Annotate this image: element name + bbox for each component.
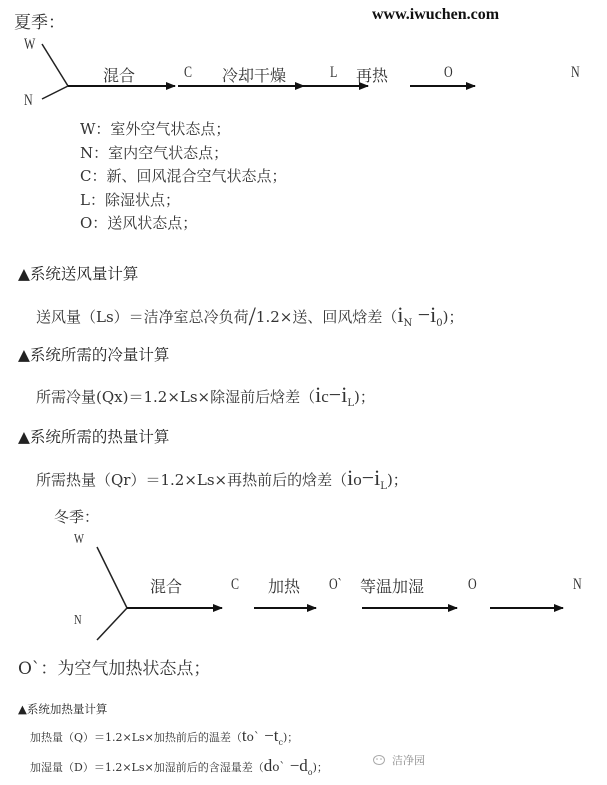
formula-reheat <box>36 465 408 492</box>
legend-n: N：室内空气状态点； <box>80 143 229 162</box>
sub-l: L <box>347 398 354 409</box>
var-i: i <box>430 302 437 327</box>
tail: )； <box>312 761 328 774</box>
point-o: O <box>444 64 453 81</box>
wechat-icon <box>372 754 386 766</box>
process-cool-dry: 冷却干燥 <box>222 66 287 85</box>
var-i: i <box>397 302 404 327</box>
formula-humidify <box>30 756 328 777</box>
minus: − <box>412 302 431 327</box>
formula-heating <box>30 726 298 747</box>
var-t: t <box>241 726 247 745</box>
formula-cooling <box>36 382 375 409</box>
tail: )； <box>442 308 464 326</box>
heading-reheat: ▲系统所需的热量计算 <box>18 428 170 446</box>
var-d: d <box>299 756 308 775</box>
formula-text: 送风量（Ls）＝洁净室总冷负荷 <box>36 308 249 326</box>
point-c: C <box>184 64 193 81</box>
tail: )； <box>282 731 299 744</box>
var-i: i <box>347 465 354 490</box>
slash: / <box>248 302 256 331</box>
site-watermark: www.iwuchen.com <box>372 6 500 23</box>
summer-legend <box>80 118 286 236</box>
point-n: N <box>24 92 33 109</box>
winter-point-n: N <box>74 613 82 628</box>
formula-supply-air <box>36 302 464 332</box>
minus: − <box>259 726 274 745</box>
minus: − <box>361 465 375 490</box>
winter-point-o-prime: O` <box>329 576 342 593</box>
legend-o: O：送风状态点； <box>80 214 198 232</box>
process-reheat: 再热 <box>356 66 389 85</box>
winter-point-w: W <box>74 532 84 547</box>
formula-text: 所需冷量(Qx)＝1.2×Ls×除湿前后焓差（ <box>36 388 316 406</box>
formula-text: 加湿量（D）＝1.2×Ls×加湿前后的含湿量差（ <box>30 761 264 774</box>
legend-l: L：除湿状点； <box>80 190 180 209</box>
sub-l: L <box>380 481 387 492</box>
brand-text: 洁净园 <box>392 754 425 767</box>
formula-text2: 1.2×送、回风焓差（ <box>255 308 398 326</box>
point-n-end: N <box>571 64 580 81</box>
process-mix: 混合 <box>103 66 136 85</box>
mid-o-prime: o` <box>246 730 260 744</box>
winter-point-o: O <box>468 576 477 593</box>
mid-o: o <box>353 470 362 489</box>
winter-point-c: C <box>231 576 240 593</box>
var-d: d <box>263 756 273 775</box>
var-i: i <box>315 382 322 407</box>
var-i: i <box>341 382 348 407</box>
sub-c: c <box>278 738 283 747</box>
mid-c: c <box>321 387 329 406</box>
winter-process-humidify: 等温加湿 <box>360 577 425 596</box>
winter-note: O`：为空气加热状态点； <box>18 659 211 679</box>
legend-w: W：室外空气状态点； <box>80 120 231 138</box>
minus: − <box>285 756 300 775</box>
heading-heating: ▲系统加热量计算 <box>18 702 108 716</box>
point-l: L <box>330 64 338 81</box>
minus: − <box>328 382 342 407</box>
var-i: i <box>374 465 381 490</box>
heading-supply-air: ▲系统送风量计算 <box>18 265 139 283</box>
brand-watermark <box>372 752 425 768</box>
tail: )； <box>353 388 375 406</box>
heading-cooling: ▲系统所需的冷量计算 <box>18 346 170 364</box>
legend-c: C：新、回风混合空气状态点； <box>80 167 287 185</box>
formula-text: 加热量（Q）＝1.2×Ls×加热前后的温差（ <box>30 731 242 744</box>
winter-process-heat: 加热 <box>268 577 301 596</box>
var-t: t <box>273 726 279 745</box>
sub-n: N <box>403 318 413 329</box>
winter-point-n-end: N <box>573 576 582 593</box>
mid-o-prime: o` <box>272 760 286 774</box>
winter-title: 冬季： <box>54 508 100 526</box>
formula-text: 所需热量（Qr）＝1.2×Ls×再热前后的焓差（ <box>36 471 348 489</box>
sub-o: o <box>307 768 313 777</box>
tail: )； <box>386 471 408 489</box>
summer-title: 夏季： <box>14 13 65 33</box>
sub-0: 0 <box>436 318 443 329</box>
point-w: W <box>24 36 36 53</box>
winter-process-mix: 混合 <box>150 577 183 596</box>
